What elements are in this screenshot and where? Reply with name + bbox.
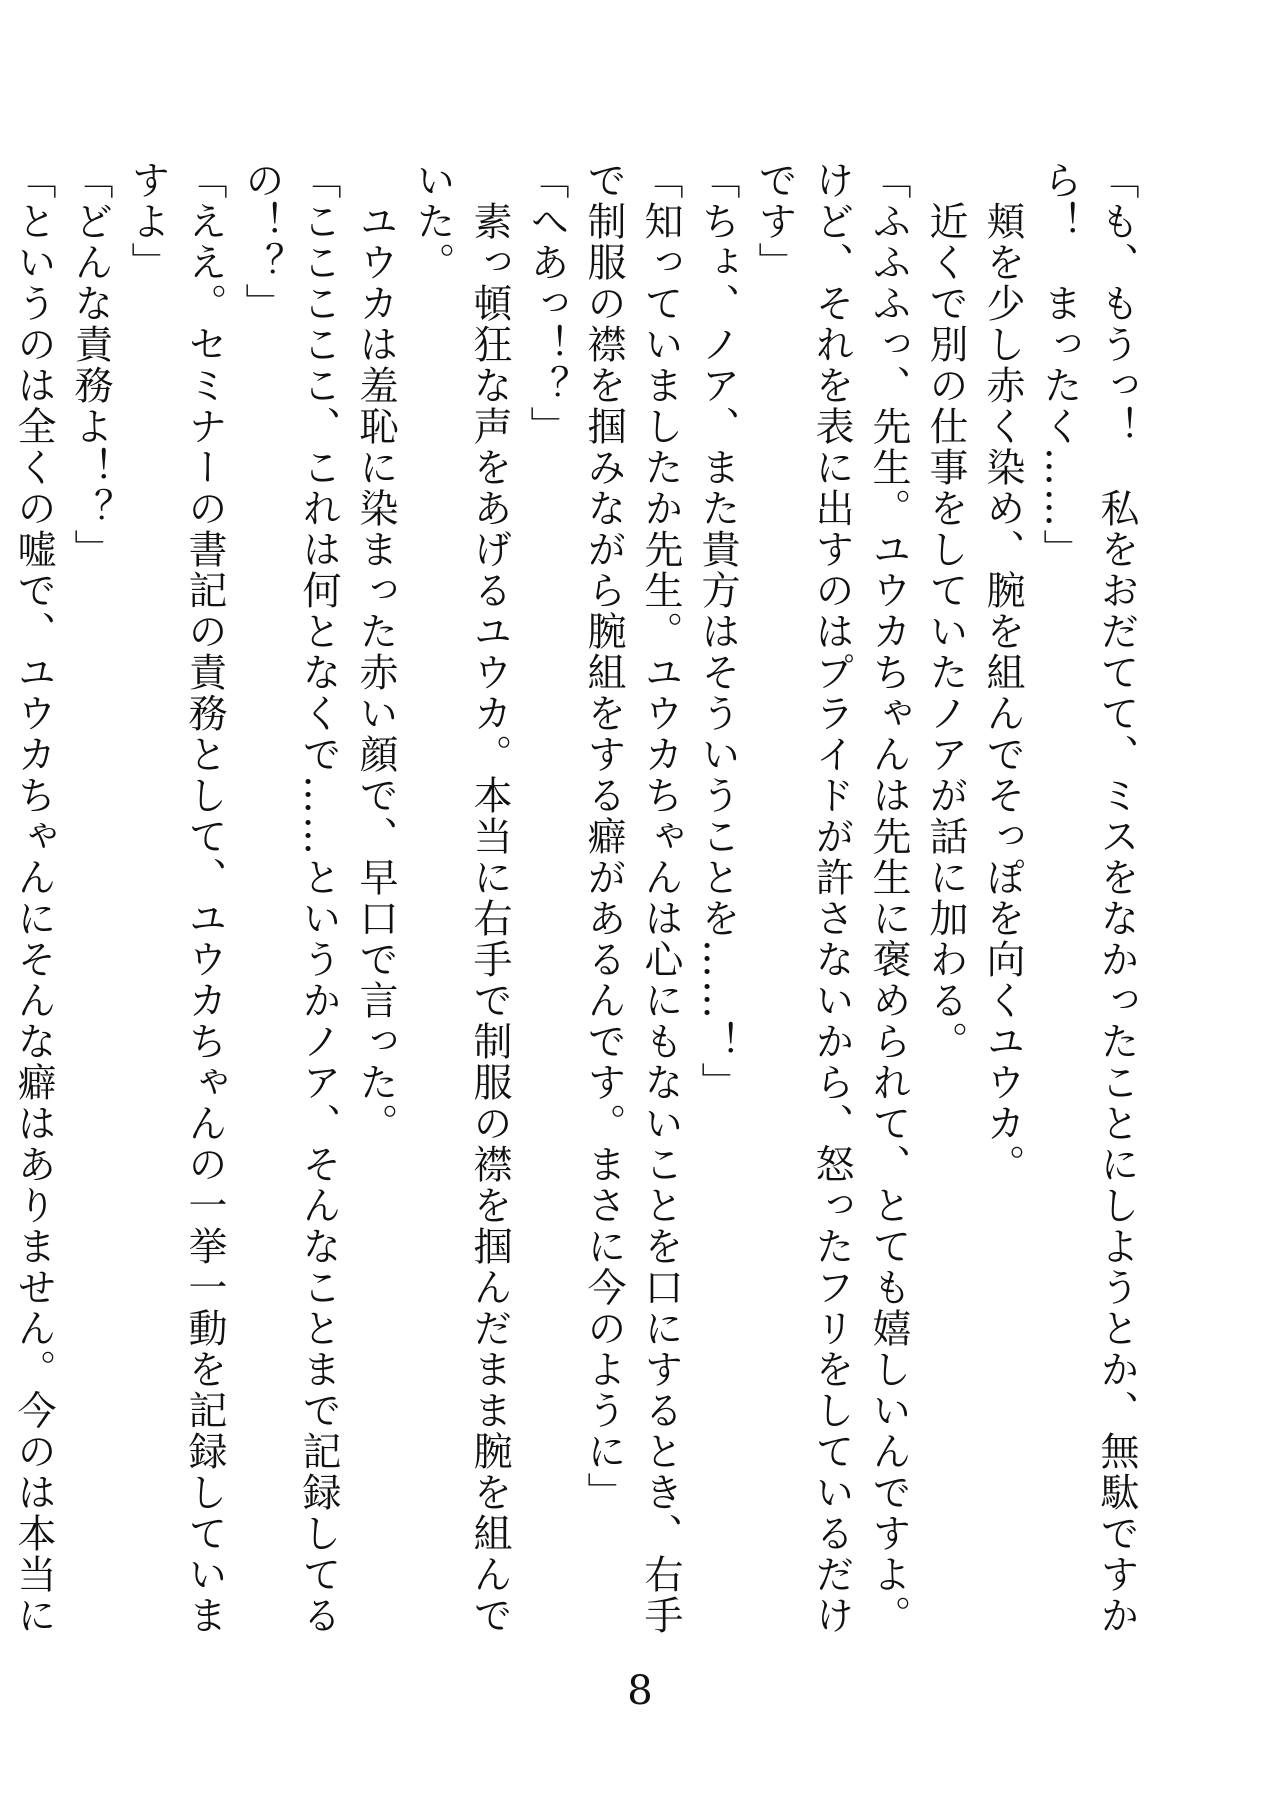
paragraph-1: 「も、もうっ！ 私をおだてて、ミスをなかったことにしようとか、無駄ですから！ まったく……」 xyxy=(1037,160,1139,1636)
paragraph-9: ユウカは羞恥に染まった赤い顔で、早口で言った。 xyxy=(353,160,398,1144)
paragraph-11: 「ええ。セミナーの書記の責務として、ユウカちゃんの一挙一動を記録していますよ」 xyxy=(125,160,227,1636)
paragraph-3: 近くで別の仕事をしていたノアが話に加わる。 xyxy=(923,160,968,1062)
paragraph-5: 「ちょ、ノア、また貴方はそういうことを……！」 xyxy=(695,160,740,1103)
paragraph-4: 「ふふふっ、先生。ユウカちゃんは先生に褒められて、とても嬉しいんですよ。けど、それを表に出すのはプライドが許さないから、怒ったフリをしているだけです」 xyxy=(752,160,911,1636)
paragraph-2: 頬を少し赤く染め、腕を組んでそっぽを向くユウカ。 xyxy=(980,160,1025,1185)
paragraph-7: 「へあっ！？」 xyxy=(524,160,569,447)
paragraph-8: 素っ頓狂な声をあげるユウカ。本当に右手で制服の襟を掴んだまま腕を組んでいた。 xyxy=(410,160,512,1636)
page-number: 8 xyxy=(627,1668,653,1714)
paragraph-12: 「どんな責務よ！？」 xyxy=(68,160,113,570)
paragraph-13: 「というのは全くの嘘で、ユウカちゃんにそんな癖はありません。今のは本当に xyxy=(11,160,56,1636)
paragraph-10: 「こここここ、これは何となくで……というかノア、そんなことまで記録してるの！？」 xyxy=(239,160,341,1636)
body-text xyxy=(11,160,1145,1650)
paragraph-6: 「知っていましたか先生。ユウカちゃんは心にもないことを口にするとき、右手で制服の襟を掴みながら腕組をする癖があるんです。まさに今のように」 xyxy=(581,160,683,1636)
